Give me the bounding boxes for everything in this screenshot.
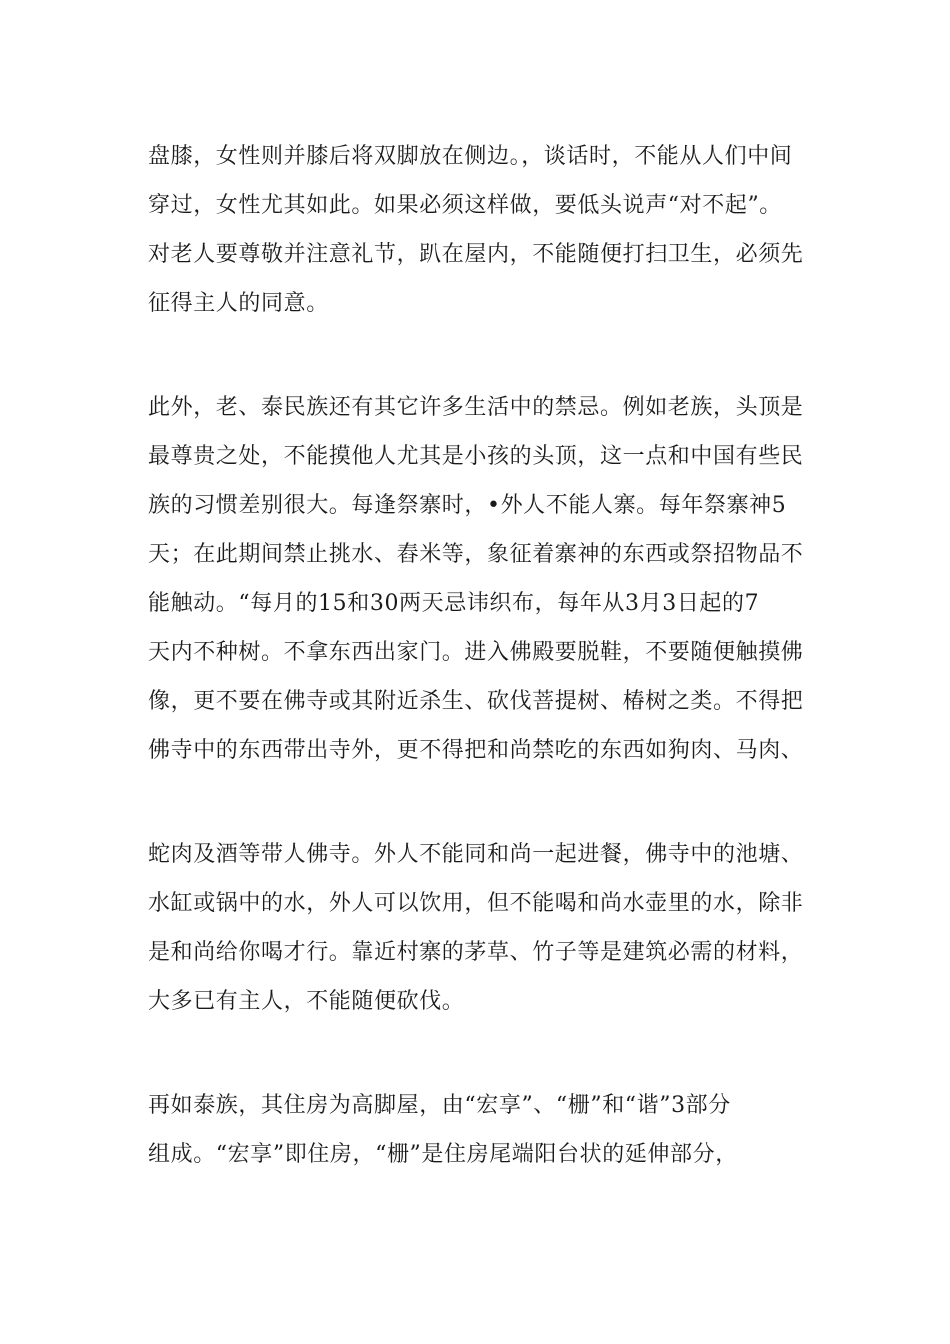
text-line: 最尊贵之处，不能摸他人尤其是小孩的头顶，这一点和中国有些民 <box>148 444 804 469</box>
text-line: 盘膝，女性则并膝后将双脚放在侧边。，谈话时，不能从人们中间 <box>148 144 793 169</box>
text-line: 再如泰族，其住房为高脚屋，由“宏享”、“栅”和“谐”3部分 <box>148 1093 731 1118</box>
text-line: 对老人要尊敬并注意礼节，趴在屋内，不能随便打扫卫生，必须先 <box>148 242 804 267</box>
text-line: 组成。“宏享”即住房，“栅”是住房尾端阳台状的延伸部分， <box>148 1142 738 1167</box>
text-line: 蛇肉及酒等带人佛寺。外人不能同和尚一起进餐，佛寺中的池塘、 <box>148 842 804 867</box>
text-line: 天内不种树。不拿东西出家门。进入佛殿要脱鞋，不要随便触摸佛 <box>148 640 804 665</box>
text-line: 穿过，女性尤其如此。如果必须这样做，要低头说声“对不起”。 <box>148 193 782 218</box>
text-line: 天；在此期间禁止挑水、舂米等，象征着寨神的东西或祭招物品不 <box>148 542 804 567</box>
text-line: 能触动。“每月的15和30两天忌讳织布，每年从3月3日起的7 <box>148 591 760 616</box>
text-line: 大多已有主人，不能随便砍伐。 <box>148 989 465 1014</box>
text-line: 此外，老、泰民族还有其它许多生活中的禁忌。例如老族，头顶是 <box>148 395 804 420</box>
text-line: 征得主人的同意。 <box>148 291 329 316</box>
text-line: 佛寺中的东西带出寺外，更不得把和尚禁吃的东西如狗肉、马肉、 <box>148 738 804 763</box>
text-line: 族的习惯差别很大。每逢祭寨时，•外人不能人寨。每年祭寨神5 <box>148 493 787 518</box>
text-line: 是和尚给你喝才行。靠近村寨的茅草、竹子等是建筑必需的材料， <box>148 940 804 965</box>
text-line: 水缸或锅中的水，外人可以饮用，但不能喝和尚水壶里的水，除非 <box>148 891 804 916</box>
text-line: 像，更不要在佛寺或其附近杀生、砍伐菩提树、椿树之类。不得把 <box>148 689 804 714</box>
